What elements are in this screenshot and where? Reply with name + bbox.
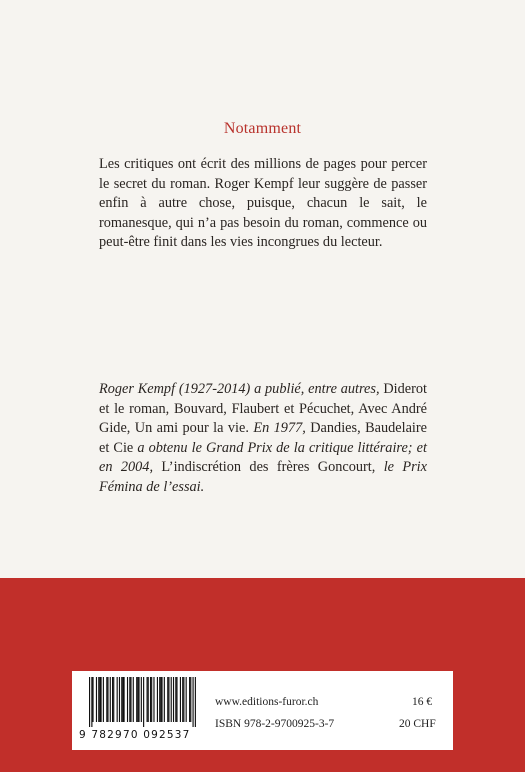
barcode bbox=[79, 677, 200, 745]
barcode-bar bbox=[96, 677, 97, 722]
barcode-bar bbox=[173, 677, 174, 722]
price-eur: 16 € bbox=[412, 696, 433, 708]
barcode-bar bbox=[91, 677, 92, 727]
barcode-bar bbox=[147, 677, 148, 722]
barcode-bar bbox=[195, 677, 196, 727]
bio-works-2: Dandies, Baudelaire et Cie bbox=[99, 420, 427, 456]
barcode-bar bbox=[175, 677, 176, 722]
barcode-bars bbox=[79, 677, 200, 727]
barcode-bar bbox=[167, 677, 168, 722]
bio-works-3: L’indiscrétion des frères Goncourt, bbox=[161, 459, 384, 475]
isbn-number: ISBN 978-2-9700925-3-7 bbox=[215, 718, 335, 730]
barcode-bar bbox=[171, 677, 172, 722]
barcode-bar bbox=[182, 677, 183, 722]
barcode-bar bbox=[176, 677, 177, 722]
barcode-bar bbox=[99, 677, 100, 722]
barcode-bar bbox=[92, 677, 93, 722]
barcode-bar bbox=[127, 677, 128, 722]
barcode-bar bbox=[161, 677, 162, 722]
barcode-bar bbox=[136, 677, 137, 722]
barcode-bar bbox=[107, 677, 108, 722]
barcode-bar bbox=[141, 677, 142, 722]
barcode-bar bbox=[133, 677, 134, 722]
barcode-bar bbox=[160, 677, 161, 722]
barcode-bar bbox=[183, 677, 184, 722]
barcode-bar bbox=[129, 677, 130, 722]
barcode-bar bbox=[110, 677, 111, 722]
barcode-bar bbox=[153, 677, 154, 722]
section-title: Notamment bbox=[223, 120, 302, 137]
barcode-bar bbox=[164, 677, 165, 722]
bio-works-1: Diderot et le roman, Bouvard, Flaubert et Pécuchet, Avec André Gide, Un ami pour la vie. bbox=[99, 381, 427, 436]
barcode-bar bbox=[186, 677, 187, 722]
barcode-bar bbox=[193, 677, 194, 727]
barcode-bar bbox=[101, 677, 102, 722]
barcode-bar bbox=[113, 677, 114, 722]
author-name: Roger Kempf bbox=[99, 381, 176, 397]
barcode-bar bbox=[138, 677, 139, 722]
barcode-bar bbox=[106, 677, 107, 722]
blurb-paragraph: Les critiques ont écrit des millions de pages pour percer le secret du roman. Roger Kempf leur suggère de passer enfin à autre chose, puisque, chacun le sait, le romanesque, qui n’a pas besoin du roman, commence ou peut-être finit dans les vies incongrues du lecteur. bbox=[99, 156, 427, 250]
barcode-bar bbox=[121, 677, 122, 722]
barcode-bar bbox=[98, 677, 99, 722]
barcode-bar bbox=[143, 677, 144, 727]
barcode-bar bbox=[159, 677, 160, 722]
barcode-bar bbox=[150, 677, 151, 722]
barcode-bar bbox=[190, 677, 191, 722]
barcode-bar bbox=[124, 677, 125, 722]
bio-prize-2: le Prix Fémina de l’essai. bbox=[99, 459, 427, 495]
barcode-number: 9 782970 092537 bbox=[79, 729, 191, 741]
barcode-bar bbox=[117, 677, 118, 722]
publisher-website: www.editions-furor.ch bbox=[215, 696, 319, 708]
barcode-bar bbox=[148, 677, 149, 722]
barcode-bar bbox=[189, 677, 190, 722]
barcode-bar bbox=[122, 677, 123, 722]
barcode-bar bbox=[112, 677, 113, 722]
publisher-info-box bbox=[72, 671, 453, 750]
price-chf: 20 CHF bbox=[399, 718, 436, 730]
barcode-bar bbox=[130, 677, 131, 722]
barcode-bar bbox=[168, 677, 169, 722]
barcode-bar bbox=[119, 677, 120, 722]
barcode-bar bbox=[180, 677, 181, 722]
author-bio-paragraph bbox=[99, 380, 427, 497]
barcode-bar bbox=[137, 677, 138, 722]
bio-dates: (1927-2014) a publié, entre autres, bbox=[175, 381, 384, 397]
barcode-bar bbox=[89, 677, 90, 727]
bio-year-1977: En 1977, bbox=[253, 420, 311, 436]
bio-prize-1: a obtenu le Grand Prix de la critique littéraire; et en 2004, bbox=[99, 439, 427, 475]
barcode-bar bbox=[157, 677, 158, 722]
barcode-bar bbox=[103, 677, 104, 722]
barcode-bar bbox=[151, 677, 152, 722]
